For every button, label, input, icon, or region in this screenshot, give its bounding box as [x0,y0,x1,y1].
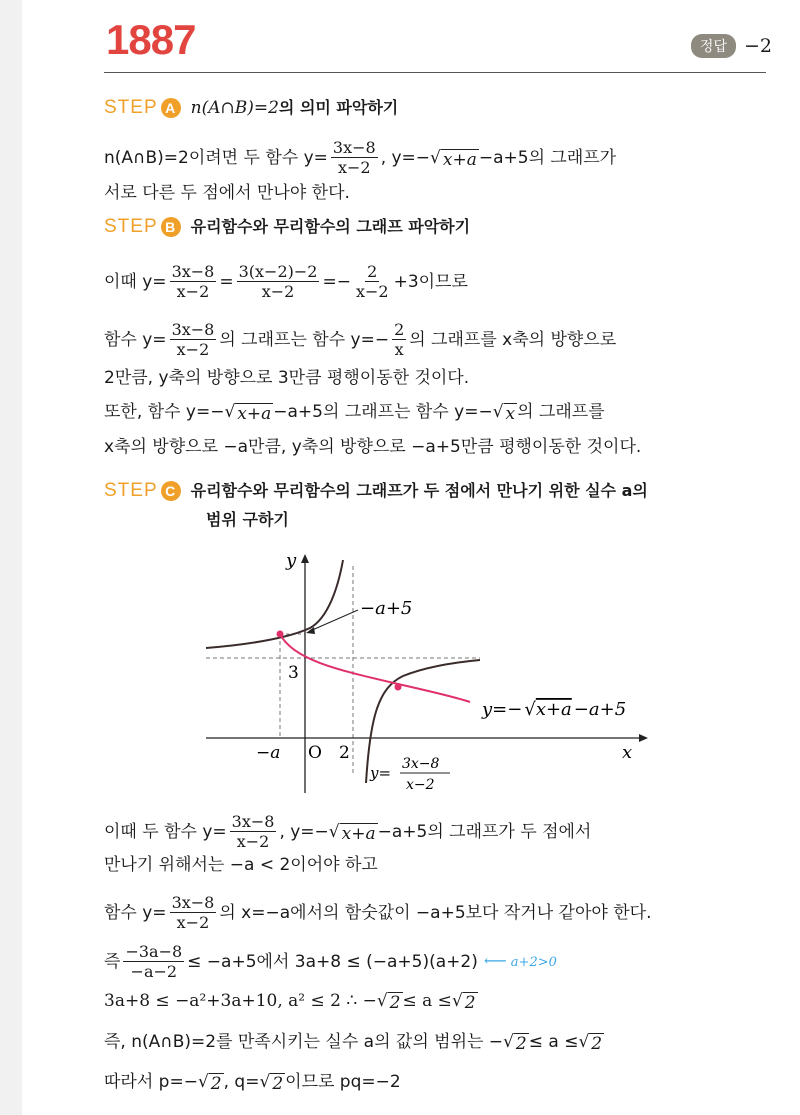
p3-fraction-3: $\frac{2}{x-2}$ [355,262,389,301]
p3-eq-1: = [219,271,234,292]
intercept-label: −a+5 [360,598,413,619]
p12-sqrt-2: √ 2 [451,991,476,1013]
function-graph [198,548,668,798]
paragraph-9: 만나기 위해서는 −a < 2이어야 하고 [104,855,378,875]
p8-text-c: −a+5의 그래프가 두 점에서 [377,821,592,842]
page-gutter [0,0,22,1115]
step-c-title-2: 범위 구하기 [206,510,289,529]
p13-sqrt-2: √ 2 [578,1032,603,1054]
p6-sqrt-2: √ x [492,402,516,424]
hyperbola-label-prefix: y= [370,764,392,782]
p6-text-a: 또한, 함수 y=− [104,402,225,422]
p14-text-c: 이므로 pq=−2 [285,1072,401,1092]
p8-text-b: , y=− [279,821,329,842]
origin-label: O [308,743,322,763]
intersection-point-2 [395,684,402,691]
tick-neg-a: −a [256,743,281,763]
p3-fraction-1: $\frac{3x-8}{x-2}$ [171,262,215,301]
x-axis-arrow [639,734,648,742]
p4-text-c: 의 그래프를 x축의 방향으로 [409,329,617,350]
paragraph-11 [104,942,557,981]
step-a-title: 의 의미 파악하기 [278,98,399,117]
hyperbola-left-branch [206,560,343,648]
p14-text-b: , q= [223,1072,260,1092]
paragraph-5: 2만큼, y축의 방향으로 3만큼 평행이동한 것이다. [104,368,470,388]
p4-text-a: 함수 y= [104,329,167,350]
p12-text-a: 3a+8 ≤ −a²+3a+10, a² ≤ 2 ∴ − [104,991,377,1011]
p13-text-b: ≤ a ≤ [528,1032,579,1052]
radical-curve [280,634,470,702]
step-c-title-1: 유리함수와 무리함수의 그래프가 두 점에서 만나기 위한 실수 a의 [190,481,648,500]
y-axis-arrow [301,554,309,563]
p3-eq-2: =− [322,271,351,292]
p11-text-a: 즉 [104,951,121,972]
step-a-heading [104,96,398,120]
p3-fraction-2: $\frac{3(x-2)-2}{x-2}$ [238,262,318,301]
step-c-label: STEP [104,480,158,501]
p10-text-b: 의 x=−a에서의 함숫값이 −a+5보다 작거나 같아야 한다. [219,902,652,923]
p14-text-a: 따라서 p=− [104,1072,198,1092]
paragraph-8 [104,812,591,851]
header-divider [104,72,766,73]
paragraph-2: 서로 다른 두 점에서 만나야 한다. [104,183,350,203]
p8-fraction: $\frac{3x-8}{x-2}$ [231,812,275,851]
step-b-badge: B [161,217,181,237]
p1-text-a: n(A∩B)=2이려면 두 함수 y= [104,147,328,168]
step-a-badge: A [161,98,181,118]
p8-text-a: 이때 두 함수 y= [104,821,227,842]
left-arrow-icon: ⟵ [483,950,507,970]
p11-fraction: $\frac{-3a-8}{-a-2}$ [125,942,183,981]
paragraph-4 [104,320,616,359]
y-axis-label: y [286,550,297,571]
paragraph-1 [104,138,616,177]
problem-number: 1887 [106,16,196,63]
p11-text-b: ≤ −a+5에서 3a+8 ≤ (−a+5)(a+2) [187,951,478,972]
tick-2: 2 [339,743,350,763]
step-b-heading [104,215,470,239]
hyperbola-label-denominator: x−2 [406,777,435,793]
p1-fraction: $\frac{3x-8}{x-2}$ [332,138,376,177]
answer-badge: 정답 [691,34,736,58]
hyperbola-label-numerator: 3x−8 [402,756,440,772]
p10-text-a: 함수 y= [104,902,167,923]
p13-text-a: 즉, n(A∩B)=2를 만족시키는 실수 a의 값의 범위는 − [104,1032,504,1052]
p3-text-b: +3이므로 [393,271,468,292]
step-a-label: STEP [104,97,158,118]
p12-sqrt-1: √ 2 [376,991,401,1013]
paragraph-13 [104,1030,604,1054]
step-c-badge: C [161,481,181,501]
x-axis-label: x [622,742,633,763]
p6-text-b: −a+5의 그래프는 함수 y=− [273,402,493,422]
p8-sqrt: √ x+a [328,821,376,844]
paragraph-12 [104,989,478,1013]
p1-text-b: , y=− [380,147,431,168]
paragraph-7: x축의 방향으로 −a만큼, y축의 방향으로 −a+5만큼 평행이동한 것이다. [104,437,642,457]
answer-area [691,34,772,58]
p14-sqrt-2: √ 2 [259,1072,284,1094]
p1-sqrt: √ x+a [430,147,477,170]
p6-text-c: 의 그래프를 [517,402,605,422]
step-b-title: 유리함수와 무리함수의 그래프 파악하기 [190,217,471,236]
intersection-point-1 [277,631,284,638]
p13-sqrt-1: √ 2 [503,1032,527,1054]
paragraph-3 [104,262,468,301]
p1-text-c: −a+5의 그래프가 [478,147,617,168]
answer-value: −2 [743,35,772,57]
p6-sqrt-1: √ x+a [224,402,272,424]
step-a-title-math: n(A∩B)=2 [190,98,279,118]
intercept-leader [310,610,358,631]
step-b-label: STEP [104,216,158,237]
tick-3: 3 [288,663,299,683]
p3-text-a: 이때 y= [104,271,167,292]
radical-curve-label: y=− √x+a −a+5 [482,699,627,720]
p4-text-b: 의 그래프는 함수 y=− [219,329,390,350]
paragraph-10 [104,893,651,932]
p10-fraction: $\frac{3x-8}{x-2}$ [171,893,215,932]
p12-text-b: ≤ a ≤ [402,991,452,1011]
p4-fraction-2: $\frac{2}{x}$ [394,320,405,359]
p14-sqrt-1: √ 2 [197,1072,222,1094]
p11-side-note: ⟵ a+2>0 [483,950,557,970]
p4-fraction-1: $\frac{3x-8}{x-2}$ [171,320,215,359]
paragraph-14 [104,1070,401,1094]
paragraph-6 [104,400,605,424]
step-c-heading [104,479,648,503]
